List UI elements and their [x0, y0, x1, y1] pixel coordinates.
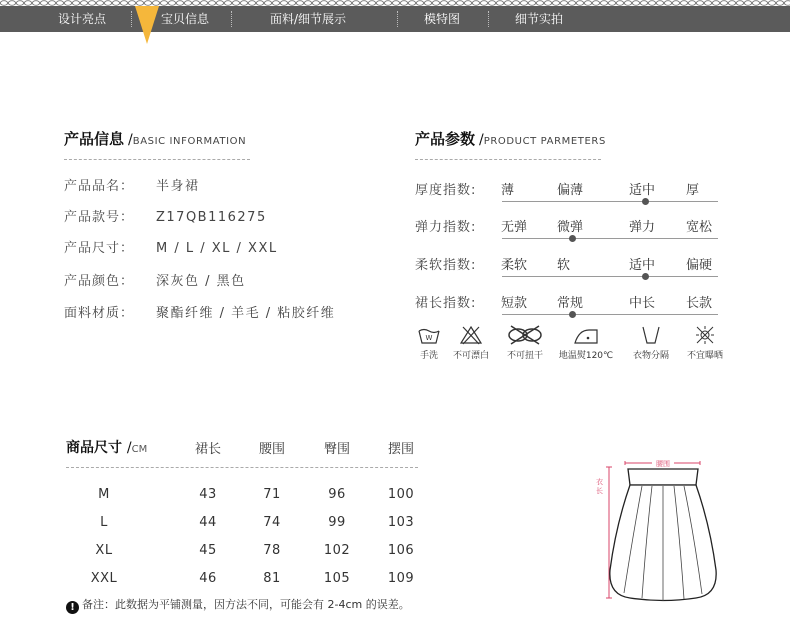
param-option: 常规: [557, 296, 584, 311]
size-value: 45: [199, 543, 217, 558]
param-option: 软: [557, 258, 571, 273]
iron-low-icon: [571, 325, 601, 345]
hand-wash-icon: [417, 325, 441, 345]
param-option: 薄: [501, 183, 515, 198]
nav-tab-model-photos[interactable]: 模特图: [424, 12, 461, 26]
param-scale-line: [502, 201, 718, 202]
param-option: 弹力: [629, 220, 656, 235]
info-row-sizes: 产品尺寸： M / L / XL / XXL: [64, 241, 278, 256]
param-option: 短款: [501, 296, 528, 311]
nav-separator: [488, 11, 489, 27]
info-row-colors: 产品颜色： 深灰色 / 黑色: [64, 274, 246, 289]
column-header: 裙长: [194, 442, 221, 457]
column-header: 摆围: [387, 442, 414, 457]
care-item: W 手洗: [414, 325, 444, 361]
nav-tab-design-highlights[interactable]: 设计亮点: [58, 12, 107, 26]
nav-separator: [231, 11, 232, 27]
size-value: 78: [263, 543, 281, 558]
product-params-heading: 产品参数 /PRODUCT PARMETERS: [415, 130, 606, 148]
warning-icon: !: [66, 601, 79, 614]
param-label: 厚度指数:: [415, 183, 477, 198]
param-option: 长款: [686, 296, 713, 311]
care-item: 不宜曝晒: [680, 325, 730, 361]
param-label: 弹力指数:: [415, 220, 477, 235]
no-bleach-icon: [459, 325, 483, 345]
nav-bar: [0, 6, 790, 32]
size-value: 105: [323, 571, 351, 586]
param-level-marker: [569, 311, 576, 318]
size-value: 103: [387, 515, 415, 530]
care-item: 地温熨120℃: [555, 325, 617, 361]
size-label: XL: [95, 543, 113, 558]
size-value: 74: [263, 515, 281, 530]
info-row-material: 面料材质： 聚酯纤维 / 羊毛 / 粘胶纤维: [64, 306, 336, 321]
care-item: 不可扭干: [500, 325, 550, 361]
param-option: 适中: [629, 258, 656, 273]
param-scale-line: [502, 238, 718, 239]
size-label: XXL: [90, 571, 118, 586]
length-label: 衣长: [596, 478, 603, 495]
nav-separator: [131, 11, 132, 27]
nav-separator: [397, 11, 398, 27]
size-value: 99: [328, 515, 346, 530]
param-level-marker: [642, 198, 649, 205]
waist-label: 腰围: [656, 460, 670, 468]
size-value: 96: [328, 487, 346, 502]
param-option: 适中: [629, 183, 656, 198]
param-level-marker: [569, 235, 576, 242]
param-option: 中长: [629, 296, 656, 311]
wash-separately-icon: [639, 325, 663, 345]
column-header: 臀围: [323, 442, 350, 457]
param-option: 柔软: [501, 258, 528, 273]
no-wring-icon: [505, 325, 545, 345]
nav-tab-detail-photos[interactable]: 细节实拍: [515, 12, 564, 26]
param-label: 柔软指数:: [415, 258, 477, 273]
size-value: 109: [387, 571, 415, 586]
no-sun-icon: [693, 325, 717, 345]
param-option: 微弹: [557, 220, 584, 235]
size-label: L: [100, 515, 108, 530]
nav-tab-product-info[interactable]: 宝贝信息: [161, 12, 210, 26]
column-header: 腰围: [258, 442, 285, 457]
param-option: 无弹: [501, 220, 528, 235]
size-value: 106: [387, 543, 415, 558]
info-row-name: 产品品名： 半身裙: [64, 179, 200, 194]
param-option: 宽松: [686, 220, 713, 235]
param-option: 偏硬: [686, 258, 713, 273]
param-option: 偏薄: [557, 183, 584, 198]
svg-text:W: W: [425, 334, 433, 342]
param-scale-line: [502, 276, 718, 277]
care-item: 不可漂白: [446, 325, 496, 361]
size-value: 46: [199, 571, 217, 586]
nav-tab-fabric-details[interactable]: 面料/细节展示: [270, 12, 347, 26]
divider: [415, 159, 601, 160]
size-value: 71: [263, 487, 281, 502]
size-value: 81: [263, 571, 281, 586]
size-label: M: [98, 487, 110, 502]
size-value: 102: [323, 543, 351, 558]
measurement-note: ! 备注：此数据为平铺测量，因方法不同，可能会有 2-4cm 的误差。: [66, 596, 410, 614]
param-label: 裙长指数:: [415, 296, 477, 311]
active-tab-indicator-icon: [135, 6, 159, 44]
basic-info-heading: 产品信息 /BASIC INFORMATION: [64, 130, 247, 148]
skirt-measurement-diagram: [590, 455, 730, 605]
param-level-marker: [642, 273, 649, 280]
size-value: 44: [199, 515, 217, 530]
param-option: 厚: [686, 183, 700, 198]
care-item: 衣物分隔: [625, 325, 677, 361]
divider: [66, 467, 418, 468]
size-table-heading: 商品尺寸 /CM: [66, 440, 148, 456]
divider: [64, 159, 250, 160]
size-value: 43: [199, 487, 217, 502]
info-row-style-number: 产品款号： Z17QB116275: [64, 210, 267, 225]
size-value: 100: [387, 487, 415, 502]
param-scale-line: [502, 314, 718, 315]
